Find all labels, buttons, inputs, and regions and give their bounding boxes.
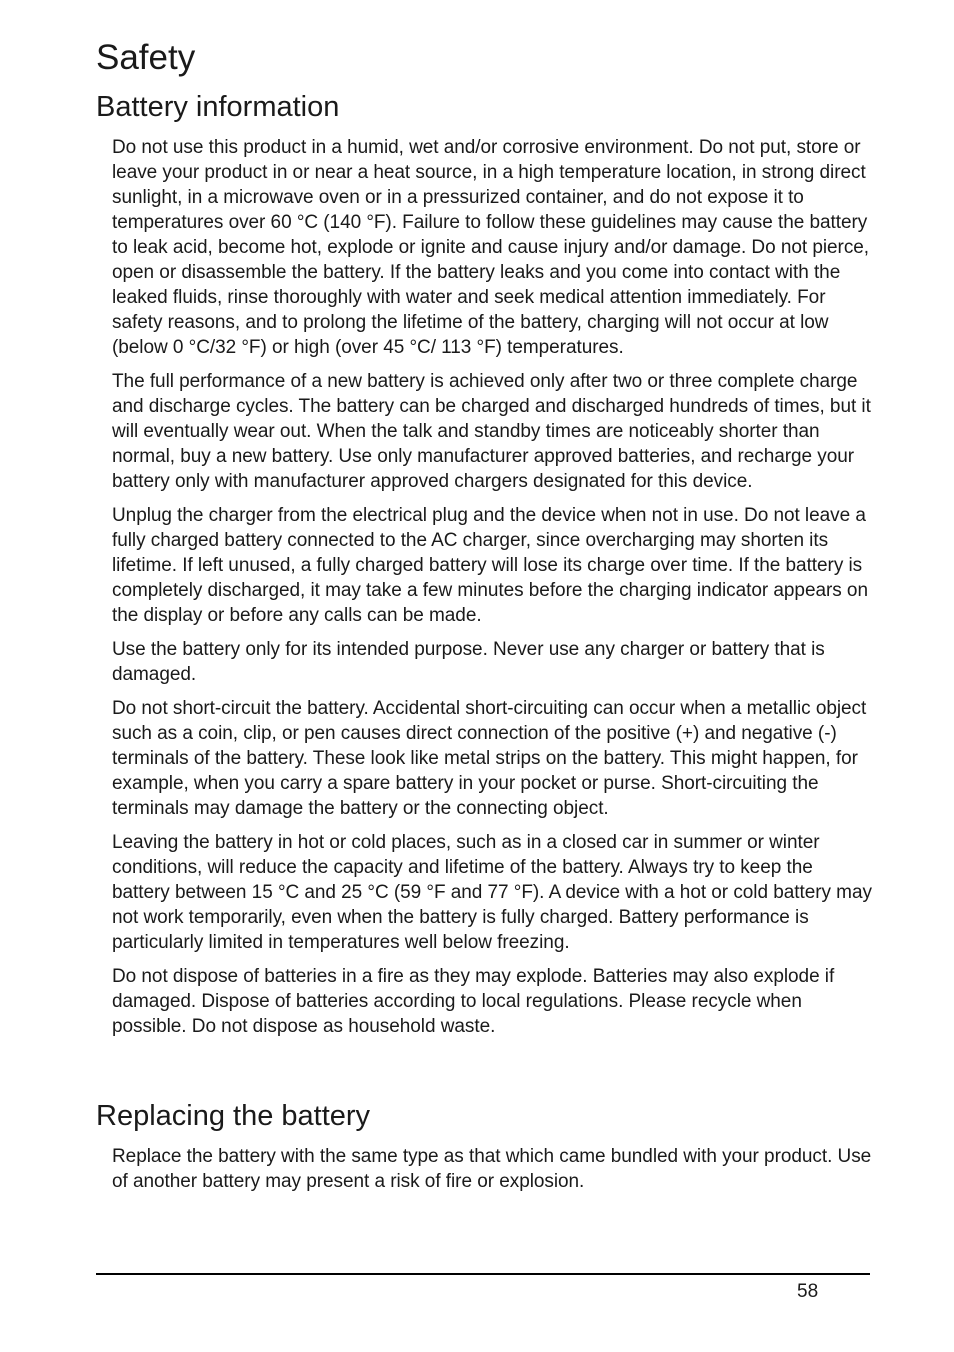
section-heading-replacing-the-battery: Replacing the battery — [96, 1100, 371, 1132]
paragraph: Replace the battery with the same type as that which came bundled with your product. Use of another battery may present a risk of fire or explosion. — [112, 1146, 872, 1192]
page-number: 58 — [797, 1281, 819, 1302]
paragraph: Unplug the charger from the electrical plug and the device when not in use. Do not leave a fully charged battery connected to the AC charger, since overcharging may shorten its lifetime. If left unused, a fully charged battery will lose its charge over time. If the battery is completely discharged, it may take a few minutes before the charging indicator appears on the display or before any calls can be made. — [112, 505, 868, 626]
page-title: Safety — [96, 38, 196, 77]
paragraph: Do not dispose of batteries in a fire as they may explode. Batteries may also explode if damaged. Dispose of batteries according to local regulations. Please recycle when possible. Do not dispose as household waste. — [112, 966, 835, 1037]
paragraph: Do not use this product in a humid, wet and/or corrosive environment. Do not put, store or leave your product in or near a heat source, in a high temperature location, in strong direct sunlight, in a microwave oven or in a pressurized container, and do not expose it to temperatures over 60 °C (140 °F). Failure to follow these guidelines may cause the battery to leak acid, become hot, explode or ignite and cause injury and/or damage. Do not pierce, open or disassemble the battery. If the battery leaks and you come into contact with the leaked fluids, rinse thoroughly with water and seek medical attention immediately. For safety reasons, and to prolong the lifetime of the battery, charging will not occur at low (below 0 °C/32 °F) or high (over 45 °C/ 113 °F) temperatures. — [112, 137, 870, 358]
paragraph: Leaving the battery in hot or cold places, such as in a closed car in summer or winter conditions, will reduce the capacity and lifetime of the battery. Always try to keep the battery between 15 °C and 25 °C (59 °F and 77 °F). A device with a hot or cold battery may not work temporarily, even when the battery is fully charged. Battery performance is particularly limited in temperatures well below freezing. — [112, 832, 872, 953]
replacing-the-battery-body — [112, 1144, 874, 1203]
section-heading-battery-information: Battery information — [96, 91, 340, 123]
paragraph: Use the battery only for its intended purpose. Never use any charger or battery that is damaged. — [112, 639, 825, 685]
footer-divider — [96, 1273, 870, 1275]
battery-information-body — [112, 135, 874, 1048]
paragraph: Do not short-circuit the battery. Accidental short-circuiting can occur when a metallic object such as a coin, clip, or pen causes direct connection of the positive (+) and negative (-) terminals of the battery. These look like metal strips on the battery. This might happen, for example, when you carry a spare battery in your pocket or purse. Short-circuiting the terminals may damage the battery or the connecting object. — [112, 698, 867, 819]
paragraph: The full performance of a new battery is achieved only after two or three complete charge and discharge cycles. The battery can be charged and discharged hundreds of times, but it will eventually wear out. When the talk and standby times are noticeably shorter than normal, buy a new battery. Use only manufacturer approved batteries, and recharge your battery only with manufacturer approved chargers designated for this device. — [112, 371, 871, 492]
